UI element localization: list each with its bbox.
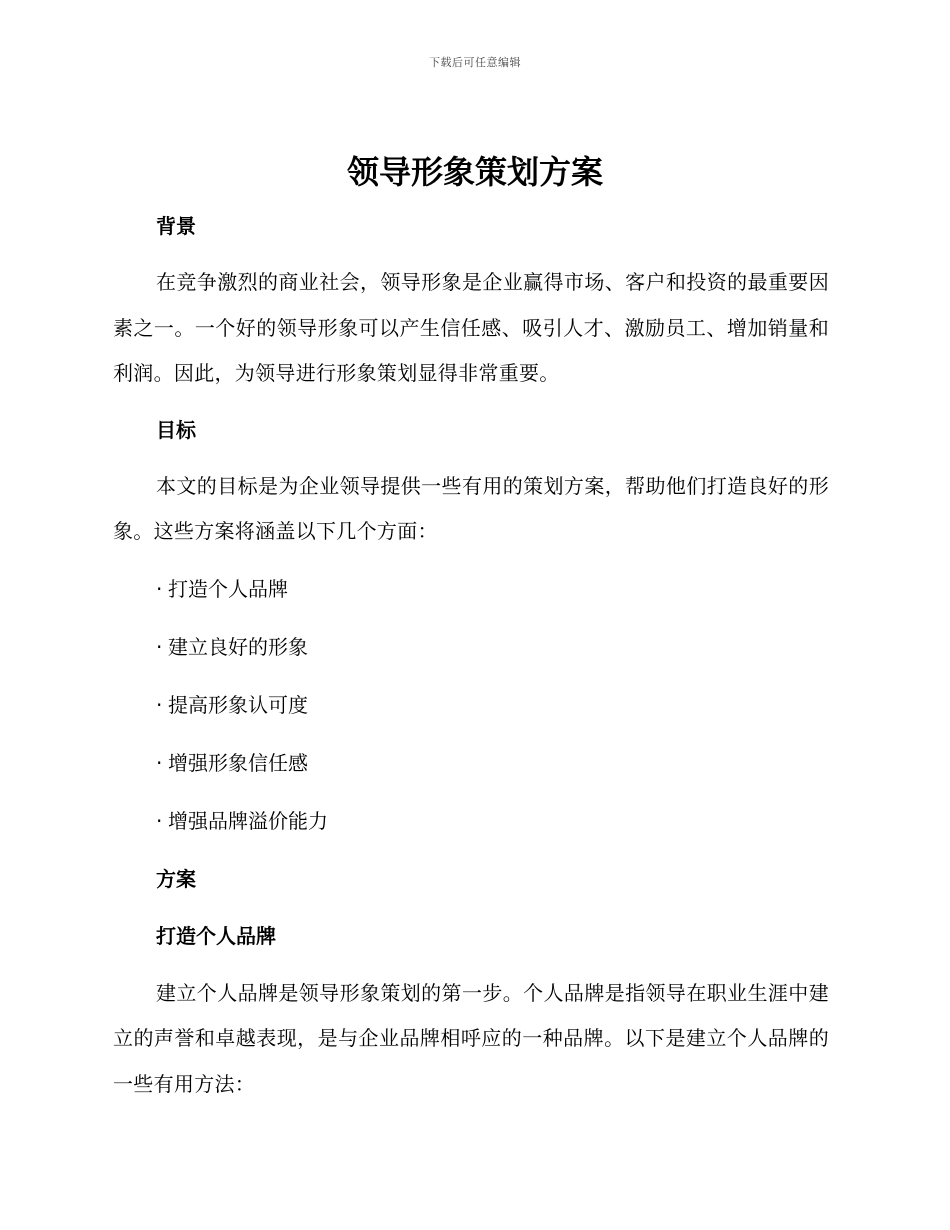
bullet-dot-icon: ·	[156, 750, 163, 775]
plan-paragraph: 建立个人品牌是领导形象策划的第一步。个人品牌是指领导在职业生涯中建立的声誉和卓越表现，是与企业品牌相呼应的一种品牌。以下是建立个人品牌的一些有用方法：	[113, 980, 829, 1096]
background-paragraph: 在竞争激烈的商业社会，领导形象是企业赢得市场、客户和投资的最重要因素之一。一个好的领导形象可以产生信任感、吸引人才、激励员工、增加销量和利润。因此，为领导进行形象策划显得非常重要。	[113, 270, 829, 385]
list-item: · 建立良好的形象	[113, 625, 829, 669]
section-heading-plan: 方案	[156, 866, 196, 891]
document-body	[113, 200, 829, 1107]
section-heading-goal: 目标	[156, 417, 196, 442]
section-heading-background: 背景	[156, 214, 196, 238]
document-title: 领导形象策划方案	[346, 153, 603, 191]
bullet-dot-icon: ·	[156, 692, 163, 717]
bullet-dot-icon: ·	[156, 576, 163, 601]
bullet-dot-icon: ·	[156, 634, 163, 659]
subsection-heading-personal-brand: 打造个人品牌	[156, 923, 276, 948]
list-item: · 增强品牌溢价能力	[113, 799, 829, 843]
list-item: · 增强形象信任感	[113, 741, 829, 785]
goal-paragraph: 本文的目标是为企业领导提供一些有用的策划方案，帮助他们打造良好的形象。这些方案将涵盖以下几个方面：	[113, 473, 829, 543]
list-item: · 打造个人品牌	[113, 567, 829, 611]
list-item: · 提高形象认可度	[113, 683, 829, 727]
page-header: 下载后可任意编辑	[429, 56, 521, 69]
bullet-dot-icon: ·	[156, 808, 163, 833]
